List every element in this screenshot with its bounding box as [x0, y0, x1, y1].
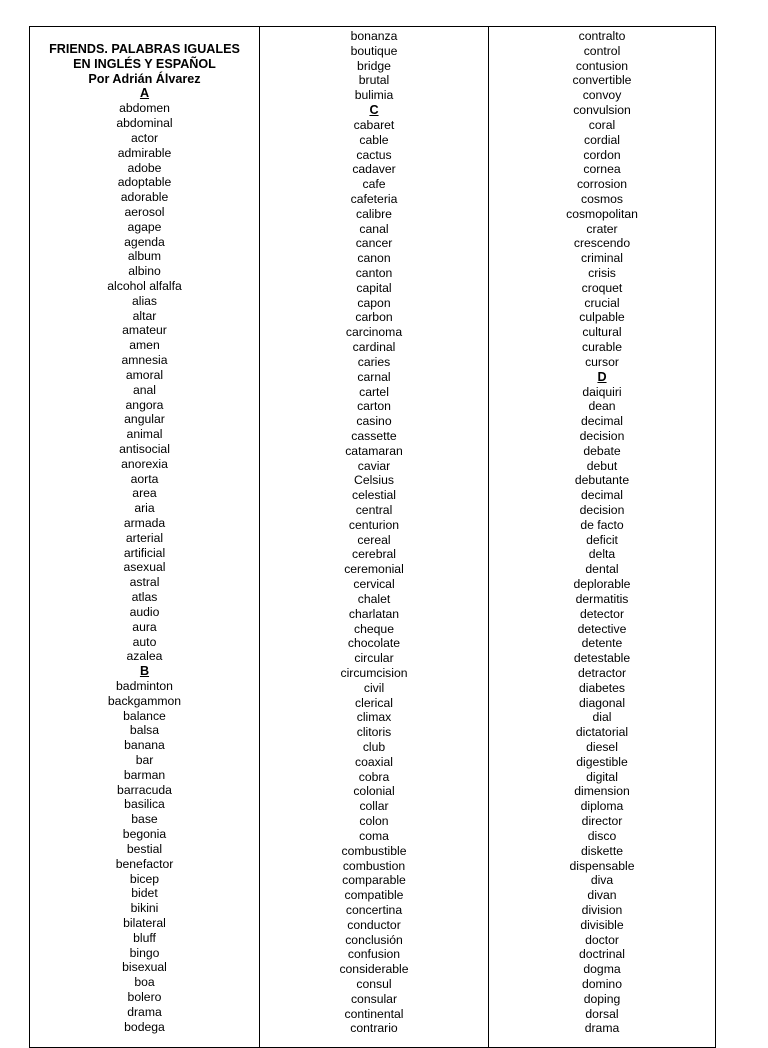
word-entry: bicep	[129, 871, 160, 886]
word-entry: doping	[583, 991, 621, 1006]
word-entry: bisexual	[122, 960, 167, 975]
word-entry: decimal	[581, 414, 623, 429]
word-entry: antisocial	[119, 441, 170, 456]
section-letter-heading: B	[139, 664, 150, 679]
word-entry: conclusión	[345, 932, 403, 947]
word-entry: climax	[356, 710, 392, 725]
word-entry: altar	[132, 308, 157, 323]
word-entry: amnesia	[121, 353, 168, 368]
word-entry: cervical	[353, 577, 395, 592]
section-letter-heading: A	[139, 86, 150, 101]
word-entry: dial	[592, 710, 612, 725]
word-entry: audio	[129, 604, 160, 619]
word-entry: anal	[132, 382, 157, 397]
word-entry: badminton	[116, 678, 173, 693]
word-entry: convulsion	[573, 103, 631, 118]
word-entry: agenda	[124, 234, 165, 249]
word-entry: Celsius	[354, 473, 394, 488]
word-entry: cabaret	[353, 117, 395, 132]
word-entry: contusion	[575, 58, 629, 73]
word-entry: detestable	[573, 651, 631, 666]
word-entry: colonial	[353, 784, 395, 799]
word-entry: circumcision	[340, 665, 408, 680]
column-2-content	[260, 29, 488, 1036]
word-entry: bonanza	[350, 29, 398, 43]
word-entry: coma	[359, 828, 389, 843]
word-entry: clerical	[355, 695, 393, 710]
word-entry: daiquiri	[582, 384, 622, 399]
word-entry: division	[581, 902, 623, 917]
word-entry: angular	[124, 412, 165, 427]
word-entry: cable	[359, 132, 389, 147]
word-entry: canal	[359, 221, 389, 236]
word-entry: dean	[588, 399, 616, 414]
document-author: Por Adrián Álvarez	[88, 71, 201, 86]
word-entry: dermatitis	[575, 591, 629, 606]
word-entry: dorsal	[585, 1006, 619, 1021]
word-entry: debate	[583, 443, 621, 458]
word-entry: astral	[129, 575, 160, 590]
word-entry: carbon	[355, 310, 393, 325]
word-entry: croquet	[581, 280, 623, 295]
column-1-content	[30, 42, 259, 1034]
word-entry: cordial	[584, 132, 620, 147]
word-entry: album	[127, 249, 162, 264]
word-entry: amen	[129, 338, 160, 353]
column-3	[489, 27, 715, 1047]
word-entry: abdomen	[119, 101, 170, 116]
word-entry: culpable	[579, 310, 625, 325]
word-entry: club	[362, 740, 386, 754]
word-entry: control	[583, 43, 621, 58]
word-entry: compatible	[344, 888, 404, 903]
word-entry: adorable	[120, 190, 169, 205]
word-entry: balsa	[129, 723, 160, 738]
word-entry: caries	[357, 354, 391, 369]
word-entry: carcinoma	[345, 325, 403, 340]
word-entry: detective	[577, 621, 627, 636]
word-entry: corrosion	[576, 177, 628, 192]
word-entry: cactus	[356, 147, 392, 162]
word-entry: basilica	[124, 797, 165, 812]
word-entry: barman	[123, 767, 166, 782]
word-entry: abdominal	[116, 116, 173, 131]
word-entry: circular	[354, 651, 394, 666]
word-entry: curable	[582, 340, 622, 355]
word-entry: caviar	[357, 458, 391, 473]
word-entry: debut	[586, 458, 618, 473]
word-entry: aerosol	[124, 204, 165, 219]
word-entry: domino	[582, 977, 622, 991]
word-entry: dental	[585, 562, 619, 577]
word-entry: chocolate	[347, 636, 401, 651]
word-entry: digestible	[576, 754, 628, 769]
word-entry: bestial	[126, 841, 163, 856]
word-entry: benefactor	[115, 856, 174, 871]
word-entry: coral	[588, 117, 616, 132]
word-entry: celestial	[351, 488, 397, 503]
word-entry: amateur	[122, 323, 167, 338]
word-entry: criminal	[581, 251, 623, 266]
section-letter-heading: D	[597, 369, 607, 384]
word-entry: aria	[134, 501, 155, 516]
word-entry: convertible	[572, 73, 632, 88]
word-entry: concertina	[345, 902, 403, 917]
word-entry: chalet	[357, 591, 391, 606]
word-entry: continental	[344, 1006, 404, 1021]
word-entry: dispensable	[569, 858, 635, 873]
word-entry: diesel	[586, 740, 618, 754]
word-entry: cornea	[583, 162, 621, 177]
word-entry: crisis	[588, 266, 616, 280]
word-entry: deficit	[586, 532, 618, 547]
word-entry: doctor	[585, 932, 619, 947]
word-entry: combustible	[341, 843, 407, 858]
word-entry: detractor	[577, 665, 627, 680]
word-entry: crater	[586, 221, 618, 236]
word-entry: bolero	[127, 990, 162, 1004]
word-entry: boa	[134, 975, 155, 990]
word-entry: cartel	[359, 384, 389, 399]
column-2	[260, 27, 489, 1047]
word-entry: director	[581, 814, 623, 829]
word-entry: balance	[123, 708, 166, 723]
word-entry: bidet	[131, 886, 158, 901]
word-entry: dimension	[574, 784, 630, 799]
word-entry: drama	[584, 1021, 620, 1036]
column-1	[30, 27, 260, 1047]
word-entry: drama	[127, 1004, 162, 1019]
word-entry: bikini	[130, 901, 159, 916]
word-entry: artificial	[123, 545, 166, 560]
word-entry: begonia	[122, 827, 167, 842]
word-entry: delta	[588, 547, 616, 562]
word-entry: collar	[359, 799, 389, 814]
document-subtitle: EN INGLÉS Y ESPAÑOL	[73, 56, 216, 71]
word-entry: contrario	[350, 1021, 398, 1036]
word-entry: alcohol alfalfa	[107, 279, 182, 293]
column-3-content	[489, 29, 715, 1036]
word-entry: coaxial	[355, 754, 393, 769]
word-entry: actor	[130, 130, 159, 145]
word-entry: bingo	[129, 945, 160, 960]
word-entry: cosmopolitan	[566, 206, 638, 221]
word-entry: capital	[356, 280, 392, 295]
section-letter-heading: C	[369, 103, 379, 118]
word-entry: animal	[126, 427, 163, 442]
word-entry: doctrinal	[578, 947, 626, 962]
word-entry: diva	[590, 873, 614, 888]
word-entry: bulimia	[354, 88, 394, 103]
word-entry: conductor	[347, 917, 401, 932]
word-entry: crucial	[584, 295, 620, 310]
word-entry: angora	[125, 397, 164, 412]
word-entry: debutante	[574, 473, 630, 488]
word-entry: confusion	[347, 947, 401, 962]
word-entry: agape	[127, 219, 162, 234]
word-entry: cursor	[585, 354, 619, 369]
word-entry: considerable	[339, 962, 409, 977]
word-entry: decimal	[581, 488, 623, 503]
word-entry: casino	[356, 414, 392, 429]
word-entry: decision	[579, 503, 625, 517]
word-entry: clitoris	[356, 725, 392, 740]
word-entry: canton	[355, 266, 393, 280]
word-entry: cadaver	[352, 162, 396, 177]
word-entry: azalea	[126, 649, 163, 664]
word-entry: crescendo	[573, 236, 631, 251]
word-entry: armada	[123, 516, 166, 530]
word-entry: cancer	[355, 236, 393, 251]
word-entry: bar	[135, 753, 154, 767]
word-entry: cafe	[362, 177, 386, 192]
word-entry: canon	[357, 251, 391, 266]
word-entry: diabetes	[578, 680, 626, 695]
word-entry: bodega	[124, 1019, 165, 1034]
word-entry: adobe	[127, 160, 162, 175]
word-entry: cheque	[354, 621, 394, 636]
word-entry: admirable	[117, 145, 172, 160]
document-title: FRIENDS. PALABRAS IGUALES	[49, 42, 240, 56]
word-entry: deplorable	[573, 577, 631, 592]
word-entry: base	[131, 812, 158, 827]
word-entry: civil	[363, 680, 385, 695]
word-entry: aura	[132, 619, 157, 634]
word-entry: calibre	[356, 206, 392, 221]
word-entry: bluff	[133, 930, 156, 945]
word-entry: catamaran	[345, 443, 403, 458]
word-entry: colon	[359, 814, 389, 829]
word-entry: cafeteria	[350, 191, 398, 206]
word-entry: detector	[579, 606, 625, 621]
word-entry: carton	[357, 399, 391, 414]
word-entry: ceremonial	[344, 562, 404, 577]
word-entry: comparable	[342, 873, 406, 888]
word-entry: diagonal	[578, 695, 626, 710]
word-entry: atlas	[131, 590, 158, 605]
word-entry: capon	[357, 295, 391, 310]
word-entry: cerebral	[351, 547, 397, 562]
word-entry: adoptable	[117, 175, 172, 190]
word-entry: arterial	[125, 530, 164, 545]
word-entry: cordon	[583, 147, 621, 162]
word-entry: consul	[356, 977, 392, 991]
word-entry: brutal	[358, 73, 390, 88]
word-entry: dogma	[583, 962, 621, 977]
word-entry: cardinal	[352, 340, 396, 355]
word-entry: backgammon	[107, 693, 182, 708]
word-entry: digital	[586, 769, 618, 784]
word-entry: cultural	[582, 325, 622, 340]
word-entry: disco	[587, 828, 617, 843]
word-entry: albino	[128, 264, 161, 279]
word-entry: cereal	[357, 532, 391, 547]
word-entry: detente	[581, 636, 623, 651]
word-entry: centurion	[348, 517, 400, 532]
word-entry: banana	[124, 738, 165, 753]
word-entry: bilateral	[123, 915, 166, 930]
word-entry: divisible	[580, 917, 624, 932]
word-entry: cassette	[351, 428, 397, 443]
word-entry: barracuda	[117, 782, 172, 797]
word-entry: consular	[350, 991, 398, 1006]
word-entry: carnal	[357, 369, 391, 384]
word-entry: cobra	[358, 769, 390, 784]
word-entry: cosmos	[581, 191, 623, 206]
word-entry: charlatan	[348, 606, 400, 621]
word-entry: asexual	[123, 560, 166, 575]
word-entry: contralto	[578, 29, 626, 43]
word-entry: aorta	[130, 471, 159, 486]
word-entry: divan	[587, 888, 617, 903]
word-entry: diskette	[580, 843, 623, 858]
word-entry: area	[132, 486, 157, 501]
word-entry: de facto	[580, 517, 624, 532]
word-entry: convoy	[582, 88, 622, 103]
word-entry: amoral	[125, 367, 164, 382]
word-entry: dictatorial	[575, 725, 629, 740]
word-entry: central	[355, 503, 393, 517]
word-entry: boutique	[350, 43, 398, 58]
word-entry: diploma	[580, 799, 624, 814]
word-table	[29, 26, 716, 1048]
word-entry: alias	[131, 293, 158, 308]
word-entry: bridge	[357, 58, 391, 73]
word-entry: decision	[579, 428, 625, 443]
word-entry: auto	[132, 634, 157, 649]
word-entry: anorexia	[121, 456, 168, 471]
word-entry: combustion	[342, 858, 406, 873]
